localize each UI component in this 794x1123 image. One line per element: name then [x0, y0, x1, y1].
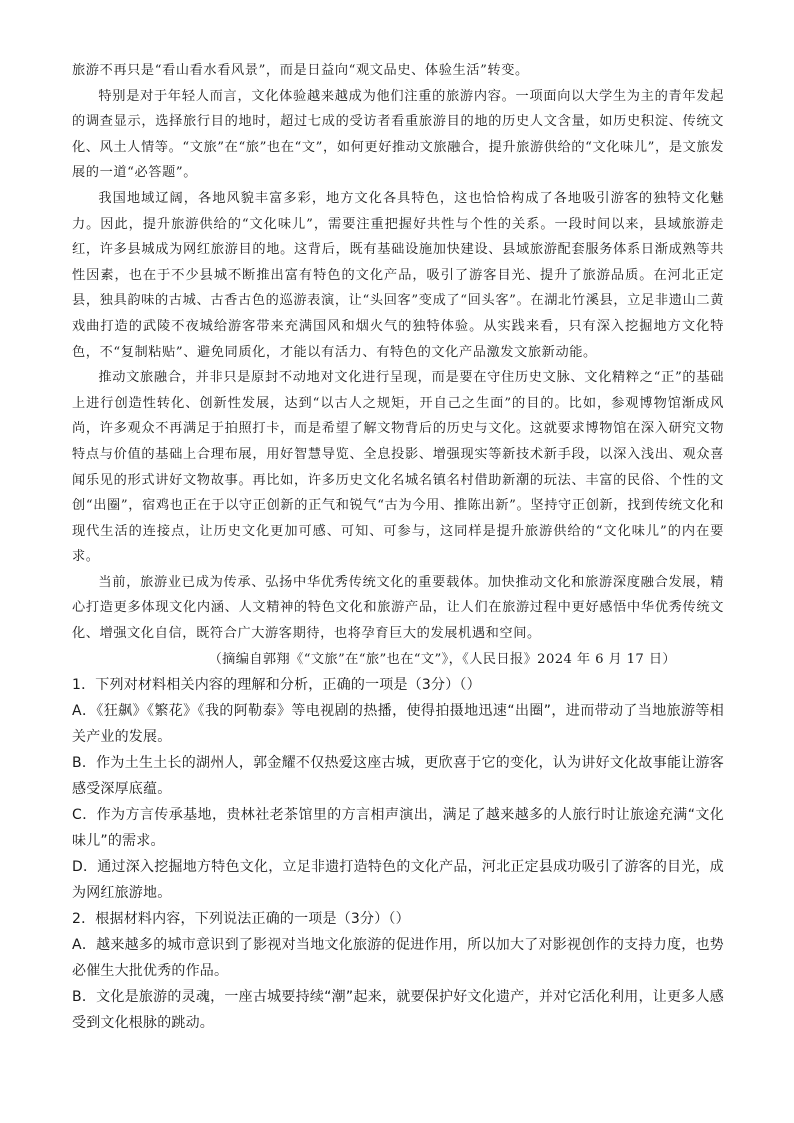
question-1-option-b: B．作为土生土长的湖州人，郭金耀不仅热爱这座古城，更欣喜于它的变化，认为讲好文化故事能让游客感受深厚底蕴。	[72, 755, 724, 798]
question-1-option-c: C．作为方言传承基地，贵林社老茶馆里的方言相声演出，满足了越来越多的人旅行时让旅途充满“文化味儿”的需求。	[72, 807, 724, 850]
question-1-option-d: D．通过深入挖掘地方特色文化，立足非遗打造特色的文化产品，河北正定县成功吸引了游客的目光，成为网红旅游地。	[72, 859, 724, 902]
question-2-option-a: A．越来越多的城市意识到了影视对当地文化旅游的促进作用，所以加大了对影视创作的支持力度，也势必催生大批优秀的作品。	[72, 937, 724, 980]
article-paragraph-5: 当前，旅游业已成为传承、弘扬中华优秀传统文化的重要载体。加快推动文化和旅游深度融合发展，精心打造更多体现文化内涵、人文精神的特色文化和旅游产品，让人们在旅游过程中更好感悟中华优秀传统文化、增强文化自信，既符合广大游客期待，也将孕育巨大的发展机遇和空间。	[72, 574, 724, 642]
question-1	[72, 672, 724, 906]
question-1-stem: 1．下列对材料相关内容的理解和分析，正确的一项是（3分）（）	[72, 677, 481, 694]
question-2	[72, 906, 724, 1036]
question-2-option-b: B．文化是旅游的灵魂，一座古城要持续“潮”起来，就要保护好文化遗产，并对它活化利用，让更多人感受到文化根脉的跳动。	[72, 989, 724, 1032]
article-source: （摘编自郭翔《“文旅”在“旅”也在“文”》，《人民日报》2024 年 6 月 17 日）	[208, 651, 676, 667]
article-paragraph-4: 推动文旅融合，并非只是原封不动地对文化进行呈现，而是要在守住历史文脉、文化精粹之“正”的基础上进行创造性转化、创新性发展，达到“以古人之规矩，开自己之生面”的目的。比如，参观博物馆渐成风尚，许多观众不再满足于拍照打卡，而是希望了解文物背后的历史与文化。这就要求博物馆在深入研究文物特点与价值的基础上合理布展，用好智慧导览、全息投影、增强现实等新技术新手段，以深入浅出、观众喜闻乐见的形式讲好文物故事。再比如，许多历史文化名城名镇名村借助新潮的玩法、丰富的民俗、个性的文创“出圈”，宿鸡也正在于以守正创新的正气和锐气“古为今用、推陈出新”。坚持守正创新，找到传统文化和现代生活的连接点，让历史文化更加可感、可知、可参与，这同样是提升旅游供给的“文化味儿”的内在要求。	[72, 370, 724, 565]
article-paragraph-2: 特别是对于年轻人而言，文化体验越来越成为他们注重的旅游内容。一项面向以大学生为主的青年发起的调查显示，选择旅行目的地时，超过七成的受访者看重旅游目的地的历史人文含量，如历史积淀、传统文化、风土人情等。“文旅”在“旅”也在“文”，如何更好推动文旅融合，提升旅游供给的“文化味儿”，是文旅发展的一道“必答题”。	[72, 88, 724, 181]
article-paragraph-3: 我国地域辽阔，各地风貌丰富多彩，地方文化各具特色，这也恰恰构成了各地吸引游客的独特文化魅力。因此，提升旅游供给的“文化味儿”，需要注重把握好共性与个性的关系。一段时间以来，县域旅游走红，许多县城成为网红旅游目的地。这背后，既有基础设施加快建设、县域旅游配套服务体系日渐成熟等共性因素，也在于不少县城不断推出富有特色的文化产品，吸引了游客目光、提升了旅游品质。在河北正定县，独具韵味的古城、古香古色的巡游表演，让“头回客”变成了“回头客”。在湖北竹溪县，立足非遗山二黄戏曲打造的武陵不夜城给游客带来充满国风和烟火气的独特体验。从实践来看，只有深入挖掘地方文化特色，不“复制粘贴”、避免同质化，才能以有活力、有特色的文化产品激发文旅新动能。	[72, 190, 724, 360]
article-paragraph-1: 旅游不再只是“看山看水看风景”，而是日益向“观文品史、体验生活”转变。	[72, 63, 529, 78]
question-1-option-a: A．《狂飙》《繁花》《我的阿勒泰》等电视剧的热播，使得拍摄地迅速“出圈”，进而带动了当地旅游等相关产业的发展。	[72, 703, 724, 746]
question-2-stem: 2．根据材料内容，下列说法正确的一项是（3分）（）	[72, 911, 410, 928]
